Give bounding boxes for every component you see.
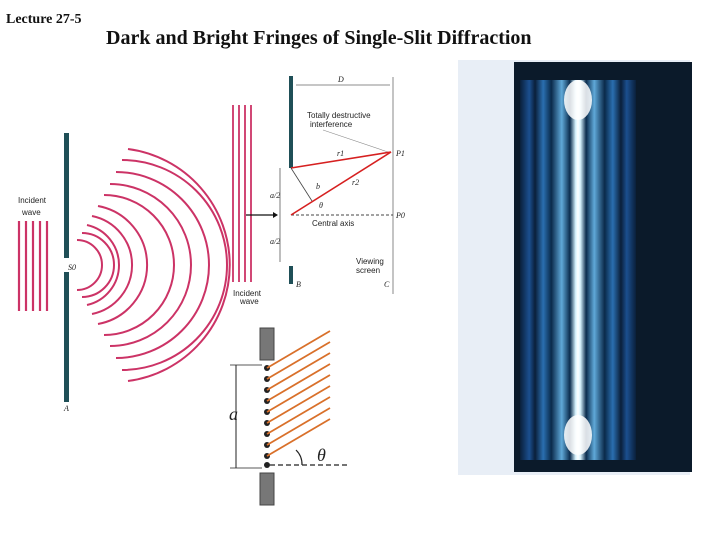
incident-label: Incident (233, 289, 262, 298)
angle-theta-label: θ (317, 445, 326, 465)
barrier-bottom (64, 272, 69, 402)
lecture-number: Lecture 27-5 (6, 12, 82, 27)
slide-title: Dark and Bright Fringes of Single-Slit Diffraction (106, 27, 532, 49)
half-width-top-label: a/2 (270, 191, 281, 200)
incident-wavefronts (233, 105, 251, 282)
destructive-label-line1: Totally destructive (307, 111, 371, 120)
slit-s0-label: S0 (68, 263, 76, 272)
barrier-top (64, 133, 69, 258)
central-axis-label: Central axis (312, 219, 355, 228)
point-c-label: C (384, 280, 390, 289)
slit-sources-figure (222, 323, 357, 508)
ray-r1-label: r1 (337, 149, 345, 158)
screen-label: screen (356, 266, 381, 275)
barrier-a-label: A (64, 404, 69, 413)
point-p0-label: P0 (396, 211, 405, 220)
width-a-label: a (229, 404, 238, 424)
viewing-label: Viewing (356, 257, 384, 266)
huygens-diffraction-figure (12, 128, 187, 423)
circular-wavefronts (77, 149, 230, 381)
point-sources (264, 365, 270, 468)
distance-d-label: D (338, 75, 344, 84)
slit-wall-top (260, 328, 274, 360)
diffraction-fringe-photo (458, 60, 690, 475)
ray-r2-label: r2 (352, 178, 360, 187)
slit-wall-bottom (260, 473, 274, 505)
dark-fringe-geometry-figure (228, 72, 403, 307)
slit-barrier-bottom (289, 266, 293, 284)
slit-barrier-top (289, 76, 293, 168)
destructive-label-line2: interference (310, 120, 353, 129)
angle-theta-label: θ (319, 201, 323, 210)
rays (291, 152, 391, 215)
incident-plane-wavefronts (19, 221, 47, 311)
parallel-rays (267, 331, 330, 456)
half-width-bottom-label: a/2 (270, 237, 281, 246)
point-b-label: B (296, 280, 301, 289)
wave-label: wave (240, 297, 259, 306)
point-p1-label: P1 (396, 149, 405, 158)
incident-label: Incident (18, 196, 47, 205)
wave-label: wave (22, 208, 41, 217)
segment-b-label: b (316, 182, 320, 191)
